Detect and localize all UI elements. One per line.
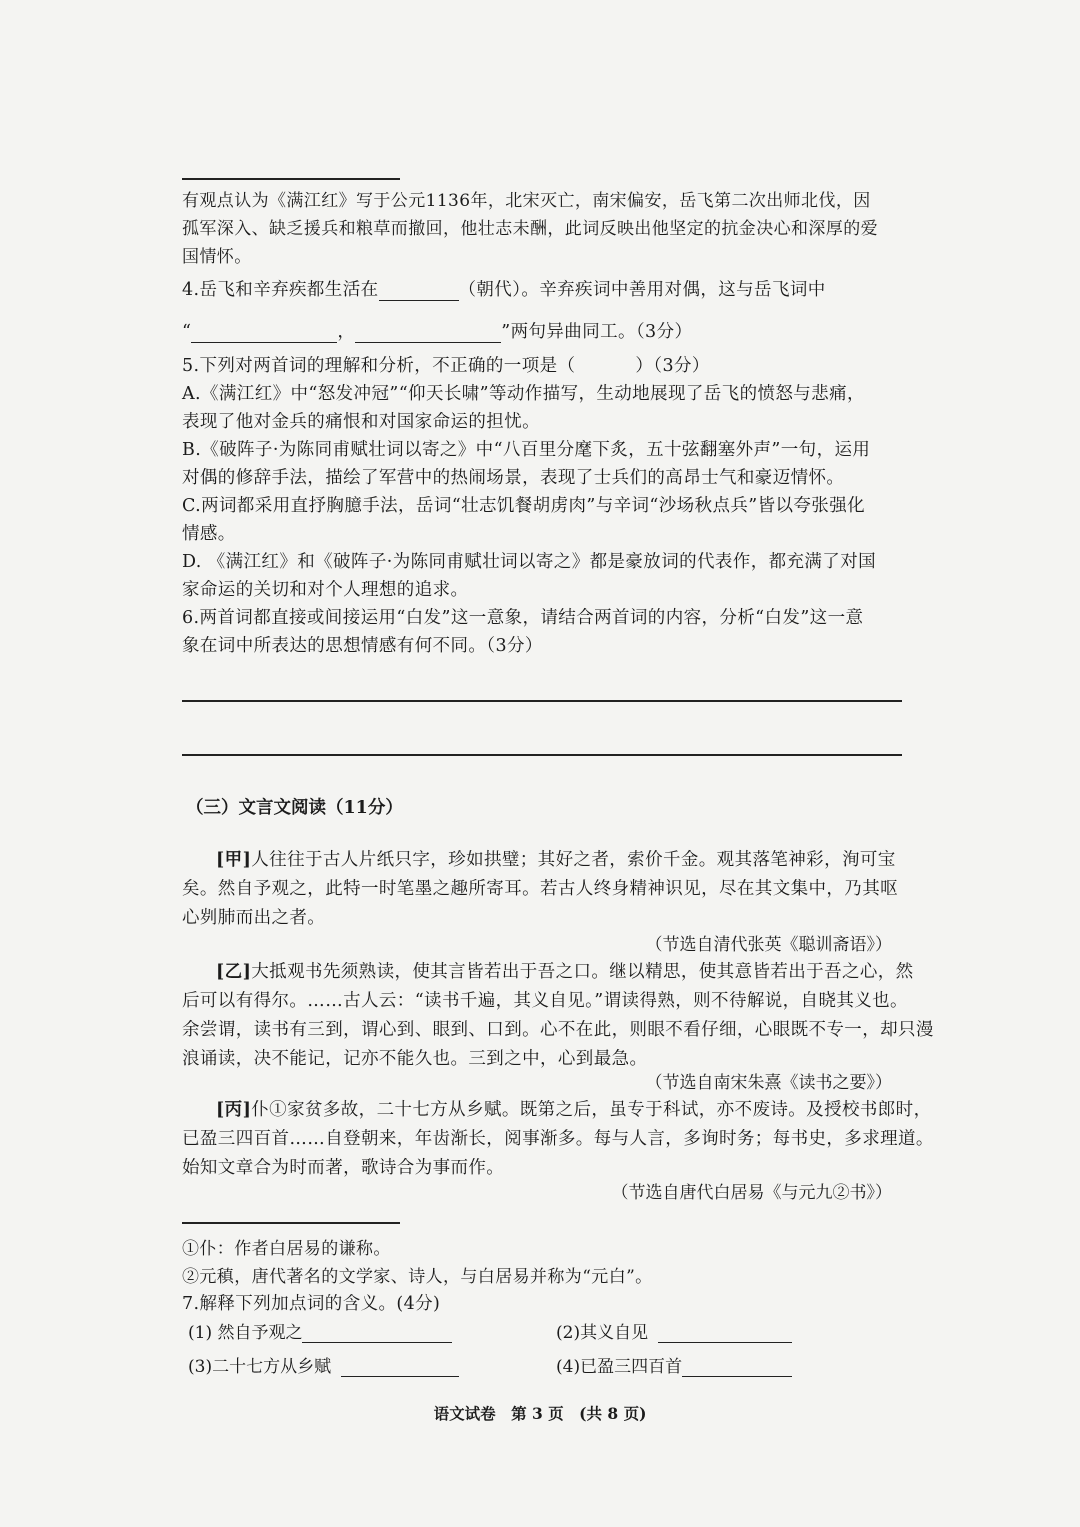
yi-line-2: 后可以有得尔。……古人云：“读书千遍，其义自见。”谓读得熟，则不待解说，自晓其义也。 <box>182 991 908 1011</box>
q4-open-quote: “ <box>182 322 192 342</box>
q5-option-a-2: 表现了他对金兵的痛恨和对国家命运的担忧。 <box>182 412 540 432</box>
q7-item-1-blank[interactable] <box>302 1324 452 1343</box>
jia-tag: [甲] <box>216 850 252 870</box>
jia-line-2: 矣。然自予观之，此特一时笔墨之趣所寄耳。若古人终身精神识见，尽在其文集中，乃其呕 <box>182 879 898 899</box>
footnote-line-2: 孤军深入、缺乏援兵和粮草而撤回，他壮志未酬，此词反映出他坚定的抗金决心和深厚的爱 <box>182 219 878 239</box>
yi-line-1 <box>216 958 914 983</box>
q5-option-c-1: C.两词都采用直抒胸臆手法，岳词“壮志饥餐胡虏肉”与辛词“沙场秋点兵”皆以夸张强化 <box>182 496 866 516</box>
q4-text-b: （朝代）。辛弃疾词中善用对偶，这与岳飞词中 <box>458 280 826 300</box>
bing-line-1 <box>216 1096 932 1121</box>
jia-line-1 <box>216 846 906 871</box>
q7-item-2 <box>556 1318 792 1343</box>
q7-item-2-blank[interactable] <box>658 1324 792 1343</box>
q5-option-d-1: D. 《满江红》和《破阵子·为陈同甫赋壮词以寄之》都是豪放词的代表作，都充满了对国 <box>182 552 876 572</box>
question-4-line-2 <box>182 318 902 343</box>
q5-option-c-2: 情感。 <box>182 524 236 544</box>
yi-source: （节选自南宋朱熹《读书之要》） <box>645 1073 892 1093</box>
yi-tag: [乙] <box>216 962 252 982</box>
bing-source: （节选自唐代白居易《与元九②书》） <box>611 1183 892 1203</box>
note-1: ①仆：作者白居易的谦称。 <box>182 1239 391 1259</box>
jia-text-1: 人往往于古人片纸只字，珍如拱璧；其好之者，索价千金。观其落笔神彩，洵可宝 <box>251 850 896 870</box>
q7-item-3-blank[interactable] <box>341 1358 459 1377</box>
footnote-line-3: 国情怀。 <box>182 247 252 267</box>
bing-tag: [丙] <box>216 1100 252 1120</box>
q4-comma: ， <box>337 322 356 342</box>
q7-item-2-text: (2)其义自见 <box>556 1323 649 1343</box>
q7-item-3 <box>188 1352 459 1377</box>
yi-line-3: 余尝谓，读书有三到，谓心到、眼到、口到。心不在此，则眼不看仔细，心眼既不专一，却只漫 <box>182 1020 934 1040</box>
jia-source: （节选自清代张英《聪训斋语》） <box>645 935 892 955</box>
question-6-line-2: 象在词中所表达的思想情感有何不同。（3分） <box>182 636 543 656</box>
page-footer: 语文试卷 第 3 页 (共 8 页) <box>433 1404 647 1423</box>
notes-separator <box>182 1222 400 1224</box>
q6-answer-line-1[interactable] <box>182 700 902 702</box>
q6-answer-line-2[interactable] <box>182 754 902 756</box>
q5-stem-a: 5.下列对两首词的理解和分析，不正确的一项是（ <box>182 356 576 376</box>
bing-line-2: 已盈三四百首……自登朝来，年齿渐长，阅事渐多。每与人言，多询时务；每书史，多求理道。 <box>182 1129 934 1149</box>
q7-item-1 <box>188 1318 452 1343</box>
q5-option-b-1: B.《破阵子·为陈同甫赋壮词以寄之》中“八百里分麾下炙，五十弦翻塞外声”一句，运用 <box>182 440 871 460</box>
note-2: ②元稹，唐代著名的文学家、诗人，与白居易并称为“元白”。 <box>182 1267 653 1287</box>
q5-option-a-1: A.《满江红》中“怒发冲冠”“仰天长啸”等动作描写，生动地展现了岳飞的愤怒与悲痛， <box>182 384 865 404</box>
question-4-line-1 <box>182 276 902 301</box>
yi-line-4: 浪诵读，决不能记，记亦不能久也。三到之中，心到最急。 <box>182 1049 648 1069</box>
q7-item-4 <box>556 1352 792 1377</box>
footnote-line-1: 有观点认为《满江红》写于公元1136年，北宋灭亡，南宋偏安，岳飞第二次出师北伐，因 <box>182 191 871 211</box>
q5-stem-b: ）（3分） <box>635 356 710 376</box>
yi-text-1: 大抵观书先须熟读，使其言皆若出于吾之口。继以精思，使其意皆若出于吾之心，然 <box>251 962 914 982</box>
q4-text-a: 4.岳飞和辛弃疾都生活在 <box>182 280 379 300</box>
q4-tail: ”两句异曲同工。（3分） <box>501 322 693 342</box>
section-3-title: （三）文言文阅读（11分） <box>186 798 403 818</box>
question-5-stem <box>182 352 902 377</box>
bing-line-3: 始知文章合为时而著，歌诗合为事而作。 <box>182 1158 505 1178</box>
q7-item-4-blank[interactable] <box>682 1358 792 1377</box>
q5-option-b-2: 对偶的修辞手法，描绘了军营中的热闹场景，表现了士兵们的高昂士气和豪迈情怀。 <box>182 468 845 488</box>
question-6-line-1: 6.两首词都直接或间接运用“白发”这一意象，请结合两首词的内容，分析“白发”这一意 <box>182 608 864 628</box>
jia-line-3: 心刿肺而出之者。 <box>182 908 326 928</box>
q7-item-1-text: (1) 然自予观之 <box>188 1323 303 1343</box>
q5-option-d-2: 家命运的关切和对个人理想的追求。 <box>182 580 469 600</box>
bing-text-1: 仆①家贫多故，二十七方从乡赋。既第之后，虽专于科试，亦不废诗。及授校书郎时， <box>251 1100 932 1120</box>
footnote-separator <box>182 178 400 180</box>
q4-line-blank-1[interactable] <box>191 324 337 343</box>
q4-line-blank-2[interactable] <box>355 324 501 343</box>
q7-item-4-text: (4)已盈三四百首 <box>556 1357 683 1377</box>
q7-item-3-text: (3)二十七方从乡赋 <box>188 1357 332 1377</box>
q4-dynasty-blank[interactable] <box>379 282 459 301</box>
question-7-stem: 7.解释下列加点词的含义。(4分) <box>182 1294 441 1314</box>
